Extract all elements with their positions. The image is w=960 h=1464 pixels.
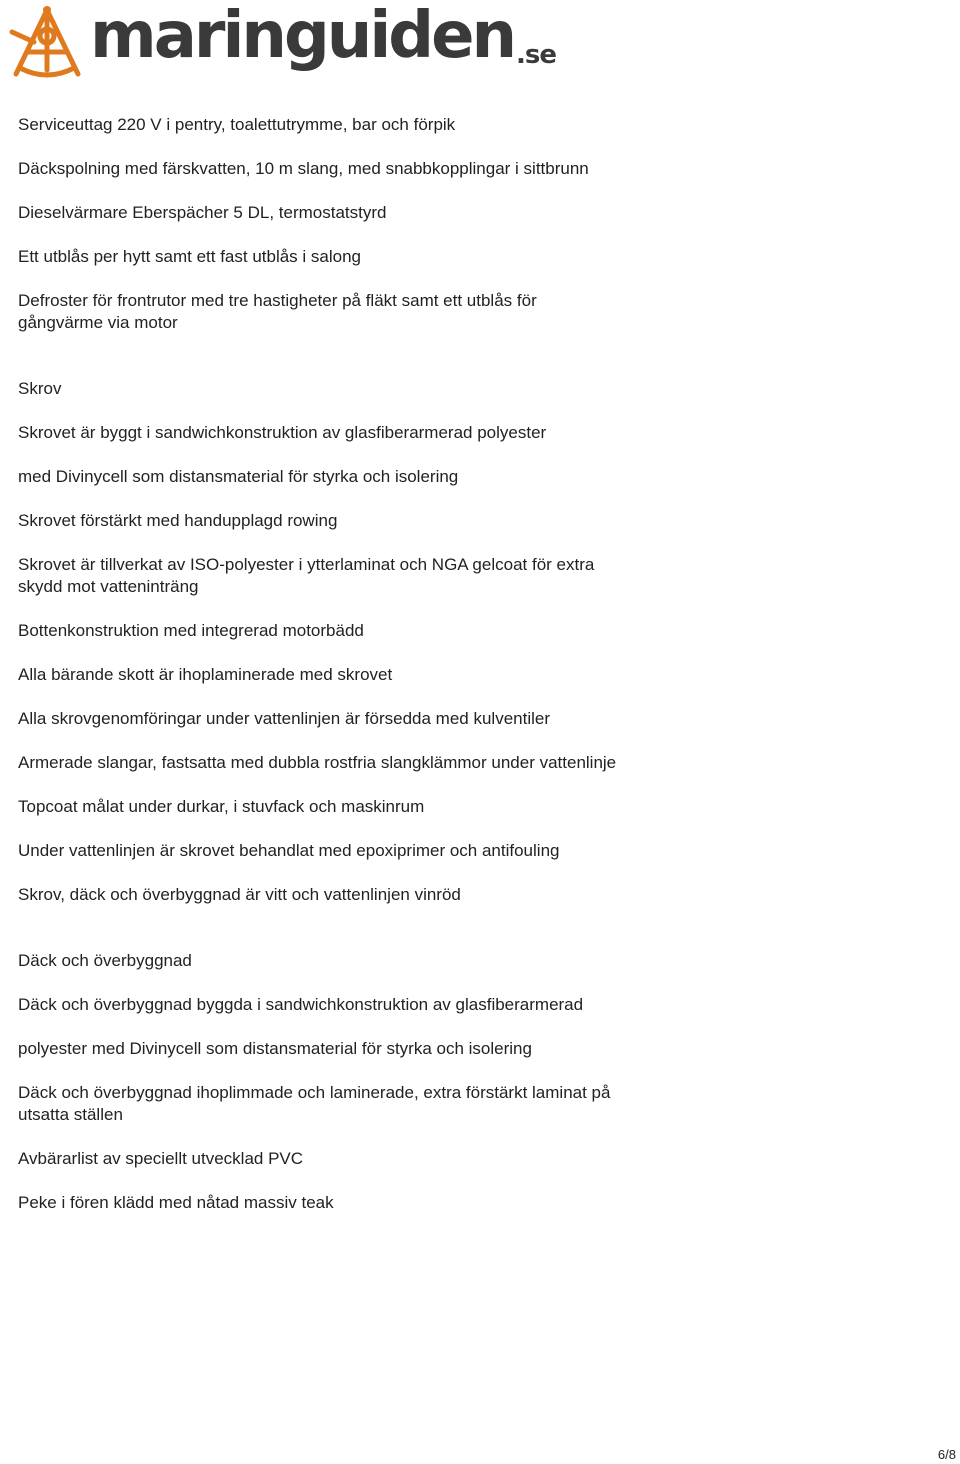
spec-line: Däckspolning med färskvatten, 10 m slang, med snabbkopplingar i sittbrunn	[18, 159, 589, 178]
spec-line: Topcoat målat under durkar, i stuvfack och maskinrum	[18, 797, 425, 816]
spec-line: Skrovet är tillverkat av ISO-polyester i ytterlaminat och NGA gelcoat för extra skydd mot vatteninträng	[18, 555, 595, 596]
spec-line: polyester med Divinycell som distansmaterial för styrka och isolering	[18, 1039, 532, 1058]
maringuiden-logo[interactable]	[6, 2, 556, 84]
spec-line: Ett utblås per hytt samt ett fast utblås i salong	[18, 247, 362, 266]
spec-line: Under vattenlinjen är skrovet behandlat med epoxiprimer och antifouling	[18, 841, 560, 860]
page-number: 6/8	[937, 1447, 956, 1462]
spec-line: Alla skrovgenomföringar under vattenlinjen är försedda med kulventiler	[18, 709, 551, 728]
spec-line: Avbärarlist av speciellt utvecklad PVC	[18, 1149, 304, 1168]
sextant-icon	[6, 2, 88, 84]
spec-line: med Divinycell som distansmaterial för styrka och isolering	[18, 467, 459, 486]
logo-tld: .se	[516, 40, 557, 70]
section-heading-skrov: Skrov	[18, 379, 62, 398]
spec-line: Defroster för frontrutor med tre hastigheter på fläkt samt ett utblås för gångvärme via motor	[18, 291, 537, 332]
page-header	[0, 0, 600, 90]
spec-line: Skrovet är byggt i sandwichkonstruktion av glasfiberarmerad polyester	[18, 423, 547, 442]
section-heading-dack: Däck och överbyggnad	[18, 951, 192, 970]
spec-line: Dieselvärmare Eberspächer 5 DL, termostatstyrd	[18, 203, 387, 222]
spec-line: Skrov, däck och överbyggnad är vitt och vattenlinjen vinröd	[18, 885, 461, 904]
spec-text	[18, 114, 618, 1236]
spec-line: Armerade slangar, fastsatta med dubbla rostfria slangklämmor under vattenlinje	[18, 753, 617, 772]
spec-line: Alla bärande skott är ihoplaminerade med skrovet	[18, 665, 393, 684]
logo-wordmark: maringuiden	[90, 0, 515, 73]
spec-line: Serviceuttag 220 V i pentry, toalettutrymme, bar och förpik	[18, 115, 456, 134]
spec-line: Däck och överbyggnad byggda i sandwichkonstruktion av glasfiberarmerad	[18, 995, 584, 1014]
spec-line: Bottenkonstruktion med integrerad motorbädd	[18, 621, 364, 640]
spec-line: Skrovet förstärkt med handupplagd rowing	[18, 511, 338, 530]
spec-line: Däck och överbyggnad ihoplimmade och laminerade, extra förstärkt laminat på utsatta ställen	[18, 1083, 611, 1124]
spec-line: Peke i fören klädd med nåtad massiv teak	[18, 1193, 334, 1212]
